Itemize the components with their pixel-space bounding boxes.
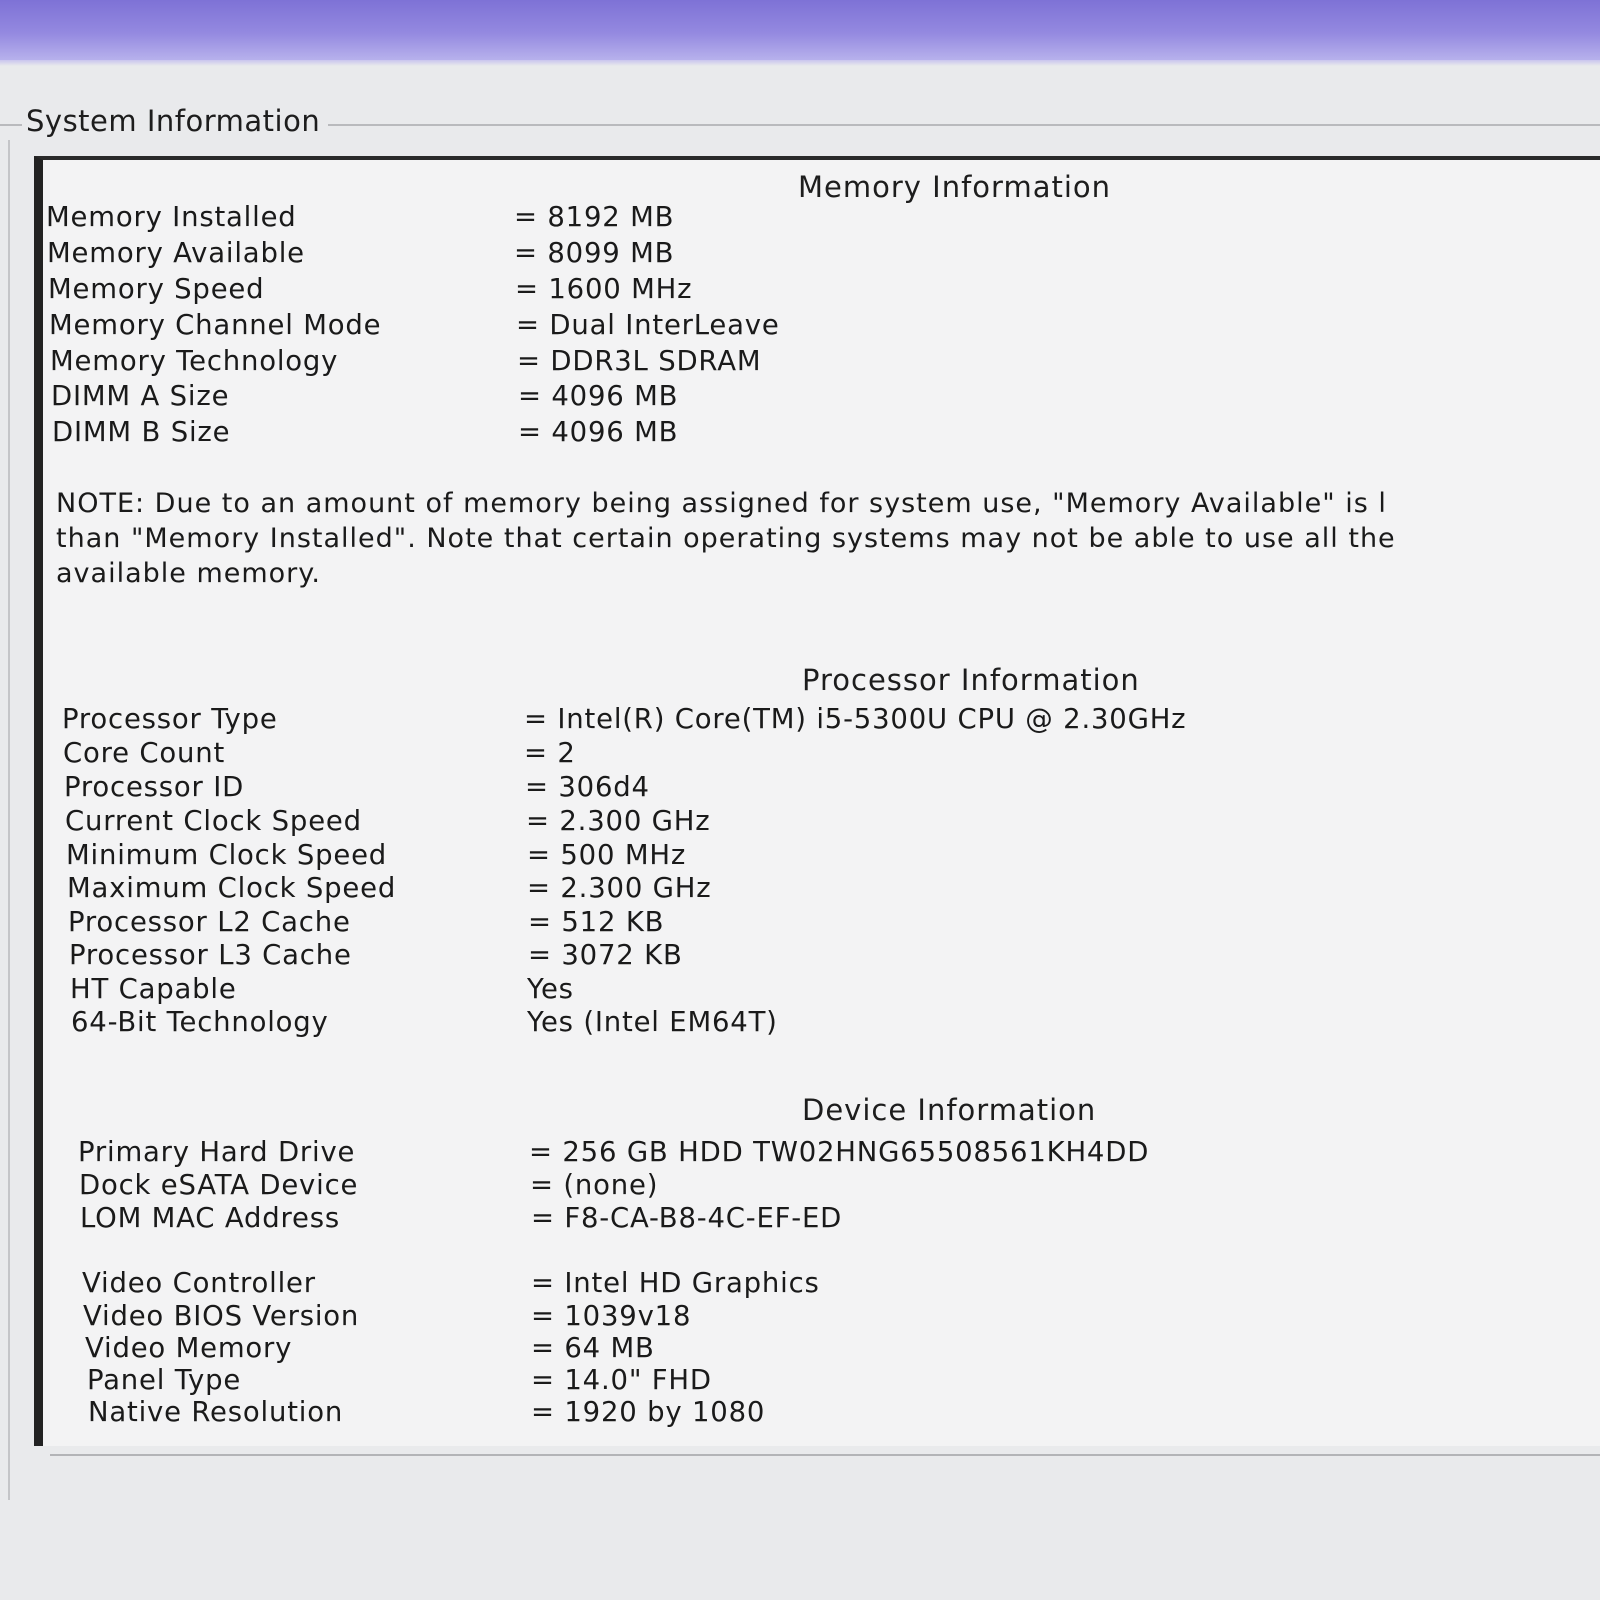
info-value: = DDR3L SDRAM — [517, 345, 762, 377]
info-label: Processor L2 Cache — [68, 906, 351, 938]
info-value: = F8-CA-B8-4C-EF-ED — [531, 1202, 843, 1234]
info-label: Video Controller — [82, 1267, 316, 1299]
info-label: Minimum Clock Speed — [66, 839, 388, 871]
info-value: = 8099 MB — [514, 237, 675, 269]
info-value: = Dual InterLeave — [516, 309, 780, 341]
info-value: = 306d4 — [525, 771, 650, 803]
memory-note-line: than "Memory Installed". Note that certain operating systems may not be able to use all the — [56, 523, 1396, 554]
info-value: = 4096 MB — [518, 416, 679, 448]
info-label: HT Capable — [70, 973, 237, 1005]
info-label: Memory Installed — [46, 201, 297, 233]
info-value: = 2 — [524, 737, 576, 769]
info-label: Core Count — [63, 737, 226, 769]
panel-bottom-border — [50, 1454, 1600, 1456]
info-label: Primary Hard Drive — [78, 1136, 356, 1168]
info-value: Yes — [527, 973, 574, 1005]
info-value: = 14.0" FHD — [531, 1364, 712, 1396]
info-label: Memory Channel Mode — [49, 309, 382, 341]
info-value: = 256 GB HDD TW02HNG65508561KH4DD — [529, 1136, 1150, 1168]
info-label: DIMM B Size — [52, 416, 231, 448]
info-label: LOM MAC Address — [80, 1202, 340, 1234]
groupbox-title: System Information — [22, 104, 328, 138]
info-label: Current Clock Speed — [65, 805, 362, 837]
memory-note-line: available memory. — [56, 558, 321, 589]
info-value: = Intel HD Graphics — [531, 1267, 820, 1299]
window-title-bar — [0, 0, 1600, 60]
info-label: Dock eSATA Device — [79, 1169, 359, 1201]
info-value: = 500 MHz — [527, 839, 687, 871]
info-value: = 64 MB — [531, 1332, 655, 1364]
info-label: Processor L3 Cache — [69, 939, 352, 971]
info-value: = 1039v18 — [531, 1300, 692, 1332]
info-label: Panel Type — [87, 1364, 242, 1396]
info-label: Video BIOS Version — [83, 1300, 360, 1332]
info-value: = 8192 MB — [514, 201, 675, 233]
info-value: = Intel(R) Core(TM) i5-5300U CPU @ 2.30GHz — [524, 703, 1187, 735]
memory-info-heading: Memory Information — [798, 170, 1112, 204]
memory-note — [56, 486, 1600, 591]
info-label: Native Resolution — [88, 1396, 344, 1428]
info-value: = (none) — [530, 1169, 659, 1201]
info-value: = 1600 MHz — [515, 273, 693, 305]
info-label: Memory Available — [47, 237, 305, 269]
info-value: = 1920 by 1080 — [531, 1396, 766, 1428]
info-value: = 4096 MB — [518, 380, 679, 412]
memory-note-line: NOTE: Due to an amount of memory being assigned for system use, "Memory Available" is l — [56, 488, 1387, 519]
info-label: 64-Bit Technology — [71, 1006, 329, 1038]
info-label: DIMM A Size — [51, 380, 230, 412]
info-value: = 2.300 GHz — [526, 805, 711, 837]
info-value: = 3072 KB — [528, 939, 683, 971]
info-value: = 512 KB — [528, 906, 665, 938]
info-value: = 2.300 GHz — [527, 872, 712, 904]
info-label: Processor Type — [62, 703, 278, 735]
info-label: Memory Speed — [48, 273, 265, 305]
info-label: Memory Technology — [50, 345, 339, 377]
info-label: Maximum Clock Speed — [67, 872, 397, 904]
info-label: Processor ID — [64, 771, 245, 803]
processor-info-heading: Processor Information — [802, 663, 1140, 697]
info-value: Yes (Intel EM64T) — [527, 1006, 778, 1038]
device-info-heading: Device Information — [802, 1093, 1097, 1127]
info-label: Video Memory — [85, 1332, 293, 1364]
